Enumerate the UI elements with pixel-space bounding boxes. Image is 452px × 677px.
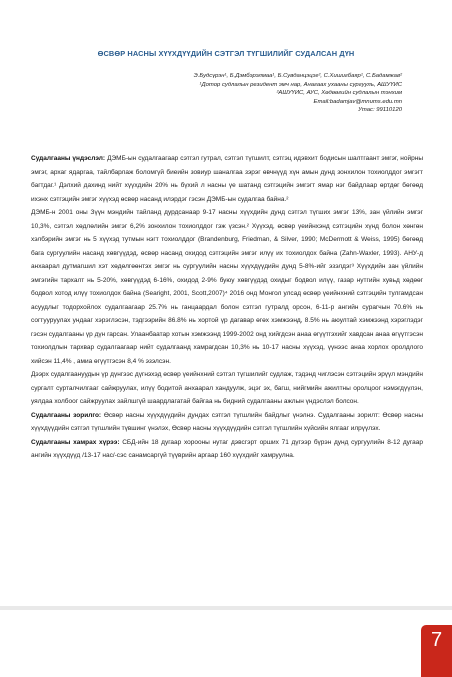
affiliation-2: ²АШУҮИС, АУС, Хөдөөгийн судлалын тэнхим	[276, 90, 402, 97]
section-scope	[31, 436, 423, 463]
footer-divider	[0, 606, 452, 610]
section-background	[31, 152, 423, 206]
paragraph: Дээрх судалгаануудын үр дүнгээс дүгнэхэд өсвөр үеийнхний сэтгэл түгшилийг судлаж, тэдэнд чиглэсэн сэтгэцийн эрүүл мэндийн сургалт сурталчилгааг сайжруулах, илүү бодитой анхаарал хандуулж, эцэг эх, багш, нийгмийн ажилтны оролцоог нэмэгдүүлэн, уялдаа холбоог сайжруулах зайлшгүй шаардлагатай байгаа нь бидний судалгааны ажлын үндэслэл болсон.	[31, 371, 423, 405]
paragraph: СБД-ийн 18 дугаар хорооны нутаг дэвсгэрт орших 71 дүгээр бүрэн дунд сургуулийн 8-12 дугаар ангийн хүүхдүүд /13-17 нас/-сэс санамсаргүй түүврийн аргаар 160 хүүхдийг хамруулна.	[31, 438, 424, 459]
author-block	[82, 72, 402, 115]
section-heading: Судалгааны зорилго:	[31, 411, 102, 419]
section-aim	[31, 409, 423, 436]
article-body	[31, 152, 423, 463]
paragraph: Өсвөр насны хүүхдүүдийн дундах сэтгэл түгшлийн байдлыг үнэлнэ. Судалгааны зорилт: Өсвөр насны хүүхдүүдийн сэтгэл түгшлийн түвшинг үнэлэх, Өсвөр насны хүүхдүүдийн сэтгэл түгшлийн хүйсийн ялгааг илрүүлэх.	[31, 411, 423, 432]
paper-title: ӨСВӨР НАСНЫ ХҮҮХДҮҮДИЙН СЭТГЭЛ ТҮГШИЛИЙГ СУДАЛСАН ДҮН	[97, 49, 355, 58]
contact-phone: Утас: 99110120	[358, 107, 402, 114]
section-heading: Судалгааны үндэслэл:	[31, 155, 106, 162]
affiliation-1: ¹Дотор судлалын резидент эмч нар, Анагаах ухааны сургууль, АШУҮИС	[199, 81, 402, 88]
section-heading: Судалгааны хамрах хүрээ:	[31, 438, 120, 446]
paragraph: ДЭМБ-ын судалгаагаар сэтгэл гутрал, сэтгэл түгшилт, сэтгэц идэвхит бодисын шалтгаант эмгэг, нойрны эмгэг, архаг ядаргаа, тайлбарлаж боломгүй биеийн зовиур шаналгаа зэрэг өвчнүүд хүн амын дунд зонхилон тохиолддог эмгэгт багтдаг.¹ Дэлхий дахинд нийт хүүхдийн 20% нь бүхий л насны үе шатанд сэтгэцийн эмгэгт ямар нэг байдлаар өртдөг бөгөөд ихэнх сэтгэцийн эмгэг хүүхэд өсвөр насанд илэрдэг гэсэн ДЭМБ-ын судалгаа байна.²	[31, 155, 424, 203]
authors: Э.Будсүрэн¹, Б.Дэмбэрэлмаа¹, Б.Сувданцэцэг², С.Хишигбаяр¹, С.Бадамжав²	[193, 73, 402, 79]
contact-email: Email:badamjav@mnums.edu.mn	[313, 98, 402, 105]
page-number: 7	[430, 629, 443, 651]
paragraph: ДЭМБ-н 2001 оны Зүүн мэндийн тайланд дурдсанаар 9-17 насны хүүхдийн дунд сэтгэл түгших эмгэг 13%, зан үйлийн эмгэг 10,3%, сэтгэл хөдлөлийн эмгэг 6,2% зонхилон тохиолддог гэж үзсэн.² Хүүхэд, өсвөр үеийнхэнд сэтгэцийн хүнд болон хөнгөн хэлбэрийн эмгэг нь 5 хүүхэд тутмын нэгт тохиолддог (Brandenburg, Friedman, & Silver, 1990; McDermott & Weiss, 1995) бөгөөд бага сургуулийн насанд хөвгүүдэд, өсвөр насанд охидод сэтгэцийн эмгэг илүү их тохиолдох байна (Zahn-Waxler, 1993). АНУ-д анхаарал дутмагшил хэт хөдөлгөөнтэх эмгэг нь сургуулийн насны хүүхдүүдийн дунд 5-8%-ийг эзэлдэг³ Хүүхдийн зан үйлийн эмгэгийн тархалт нь 5-20%, хөвгүүдэд 6-16%, охидод 2-9% буюу хөвгүүдэд охидыг бодвол илүү, газар нутгийн хувьд хөдөөг бодвол хотод илүү тохиолдох байна (Searight, 2001, Scott,2007)⁴ 2016 онд Монгол улсад өсвөр үеийнхний сэтгэцийн тулгамдсан асуудлыг тодорхойлох судалгаагаар 25.7% нь ганцаардал болон сэтгэл гутралд орсон, 6-11-р ангийн сурагчын 70.6% нь согтууруулах ундааг хэрэглэсэн, тэдгээрийн 86.8% нь хортой үр дагавар өгөх хэмжээнд, 8.5% нь аюултай хэмжээнд хэрэглэдэг гэсэн судалгааны үр дүн гарсан. Улаанбаатар хотын хэмжээнд 1999-2002 онд хийгдсэн анаа өгүүтгэхийг хавдсан анаа өгүүтгэсэн тохиолдлын тархвар судалгаагаар нийт судалгаанд хамрагдсан 10,3% нь 10-17 насны хүүхэд, үүнээс анаа хорлох оролдлого хийсэн 11,4% , амиа өгүүтгэсэн 8,4 % эзэлсэн.	[31, 209, 423, 365]
